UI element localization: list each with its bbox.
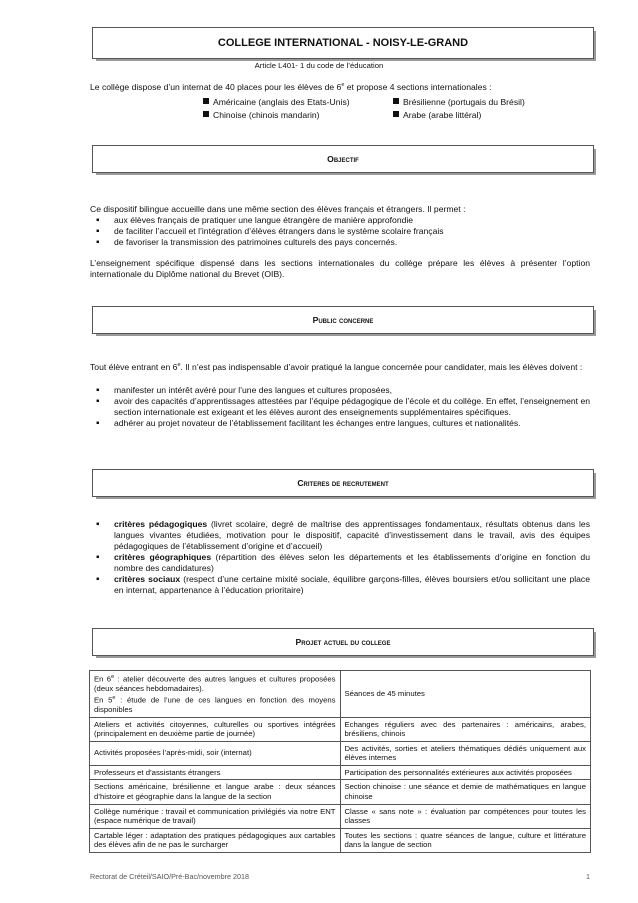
intro-text: Le collège dispose d’un internat de 40 places pour les élèves de 6e et propose 4 sections internationales : (90, 81, 492, 92)
list-item: ▪ aux élèves français de pratiquer une langue étrangère de manière approfondie (90, 215, 590, 226)
table-cell: Ateliers et activités citoyennes, culturelles ou sportives intégrées (principalement en deuxième partie de journée) (90, 717, 341, 741)
table-cell: Participation des personnalités extérieures aux activités proposées (340, 765, 591, 780)
list-item: ▪ critères pédagogiques (livret scolaire, degré de maîtrise des apprentissages fondamentaux, résultats obtenus dans les langues vivantes étudiées, motivation pour le dispositif, capacité d’investissement dans le travail, avis des équipes pédagogiques de l’établissement d’origine et d’accueil) (90, 519, 590, 552)
table-cell: Collège numérique : travail et communication privilégiés via notre ENT (espace numérique de travail) (90, 804, 341, 828)
language-item: Arabe (arabe littéral) (393, 110, 481, 121)
list-item: ▪ critères géographiques (répartition des élèves selon les départements et les établissements d’origine en fonction du nombre des candidatures) (90, 552, 590, 574)
table-cell: Toutes les sections : quatre séances de langue, culture et littérature dans la langue de section (340, 828, 591, 852)
table-cell: Classe « sans note » : évaluation par compétences pour toutes les classes (340, 804, 591, 828)
objectif-lead: Ce dispositif bilingue accueille dans une même section des élèves français et étrangers. Il permet : (90, 204, 466, 214)
table-row (90, 804, 591, 828)
section-heading-projet: Projet actuel du college (92, 628, 594, 656)
public-lead: Tout élève entrant en 6e. Il n’est pas indispensable d’avoir pratiqué la langue concernée pour candidater, mais les élèves doivent : (90, 361, 583, 372)
public-list (90, 385, 590, 429)
square-bullet-icon (393, 98, 399, 104)
table-row (90, 765, 591, 780)
table-cell: Section chinoise : une séance et demie de mathématiques en langue chinoise (340, 780, 591, 804)
footer-source: Rectorat de Créteil/SAIO/Pré-Bac/novembre 2018 (90, 872, 249, 881)
projet-table (89, 670, 591, 853)
section-heading-objectif: Objectif (92, 145, 594, 173)
language-item: Chinoise (chinois mandarin) (203, 110, 320, 121)
document-title: COLLEGE INTERNATIONAL - NOISY-LE-GRAND (92, 27, 594, 59)
table-row (90, 671, 591, 718)
table-row (90, 741, 591, 765)
table-row (90, 780, 591, 804)
table-row (90, 717, 591, 741)
square-bullet-icon (393, 111, 399, 117)
table-cell: Cartable léger : adaptation des pratiques pédagogiques aux cartables des élèves afin de ne pas le surcharger (90, 828, 341, 852)
section-heading-criteres: Criteres de recrutement (92, 469, 594, 497)
square-bullet-icon (203, 98, 209, 104)
objectif-list (90, 215, 590, 248)
table-cell: En 6e : atelier découverte des autres langues et cultures proposées (deux séances hebdomadaires). En 5e : étude de l’une de ces langues en fonction des moyens disponibles (90, 671, 341, 718)
table-row (90, 828, 591, 852)
list-item: ▪ de faciliter l’accueil et l’intégration d’élèves étrangers dans le système scolaire français (90, 226, 590, 237)
criteres-list (90, 519, 590, 596)
list-item: ▪ manifester un intérêt avéré pour l’une des langues et cultures proposées, (90, 385, 590, 396)
table-cell: Des activités, sorties et ateliers thématiques dédiés uniquement aux élèves internes (340, 741, 591, 765)
list-item: ▪ critères sociaux (respect d’une certaine mixité sociale, équilibre garçons-filles, élèves boursiers et/ou sollicitant une place en internat, appartenance à l’éducation prioritaire) (90, 574, 590, 596)
page-number: 1 (586, 872, 590, 881)
table-cell: Echanges réguliers avec des partenaires : américains, arabes, brésiliens, chinois (340, 717, 591, 741)
table-cell: Activités proposées l’après-midi, soir (internat) (90, 741, 341, 765)
list-item: ▪ de favoriser la transmission des patrimoines culturels des pays concernés. (90, 237, 590, 248)
table-cell: Séances de 45 minutes (340, 671, 591, 718)
table-cell: Professeurs et d’assistants étrangers (90, 765, 341, 780)
language-item: Américaine (anglais des Etats-Unis) (203, 97, 350, 108)
square-bullet-icon (203, 111, 209, 117)
list-item: ▪ adhérer au projet novateur de l’établissement facilitant les échanges entre langues, cultures et nationalités. (90, 418, 590, 429)
language-item: Brésilienne (portugais du Brésil) (393, 97, 525, 108)
list-item: ▪ avoir des capacités d’apprentissages attestées par l’équipe pédagogique de l’école et du collège. En effet, l’enseignement en section internationale est exigeant et les élèves auront des enseignements supplémentaires spécifiques. (90, 396, 590, 418)
section-heading-public: Public concerne (92, 306, 594, 334)
table-cell: Sections américaine, brésilienne et langue arabe : deux séances d’histoire et géographie dans la langue de la section (90, 780, 341, 804)
objectif-paragraph: L’enseignement spécifique dispensé dans les sections internationales du collège prépare les élèves à présenter l’option internationale du Diplôme national du Brevet (OIB). (90, 258, 590, 279)
article-reference: Article L401- 1 du code de l’éducation (254, 61, 384, 70)
